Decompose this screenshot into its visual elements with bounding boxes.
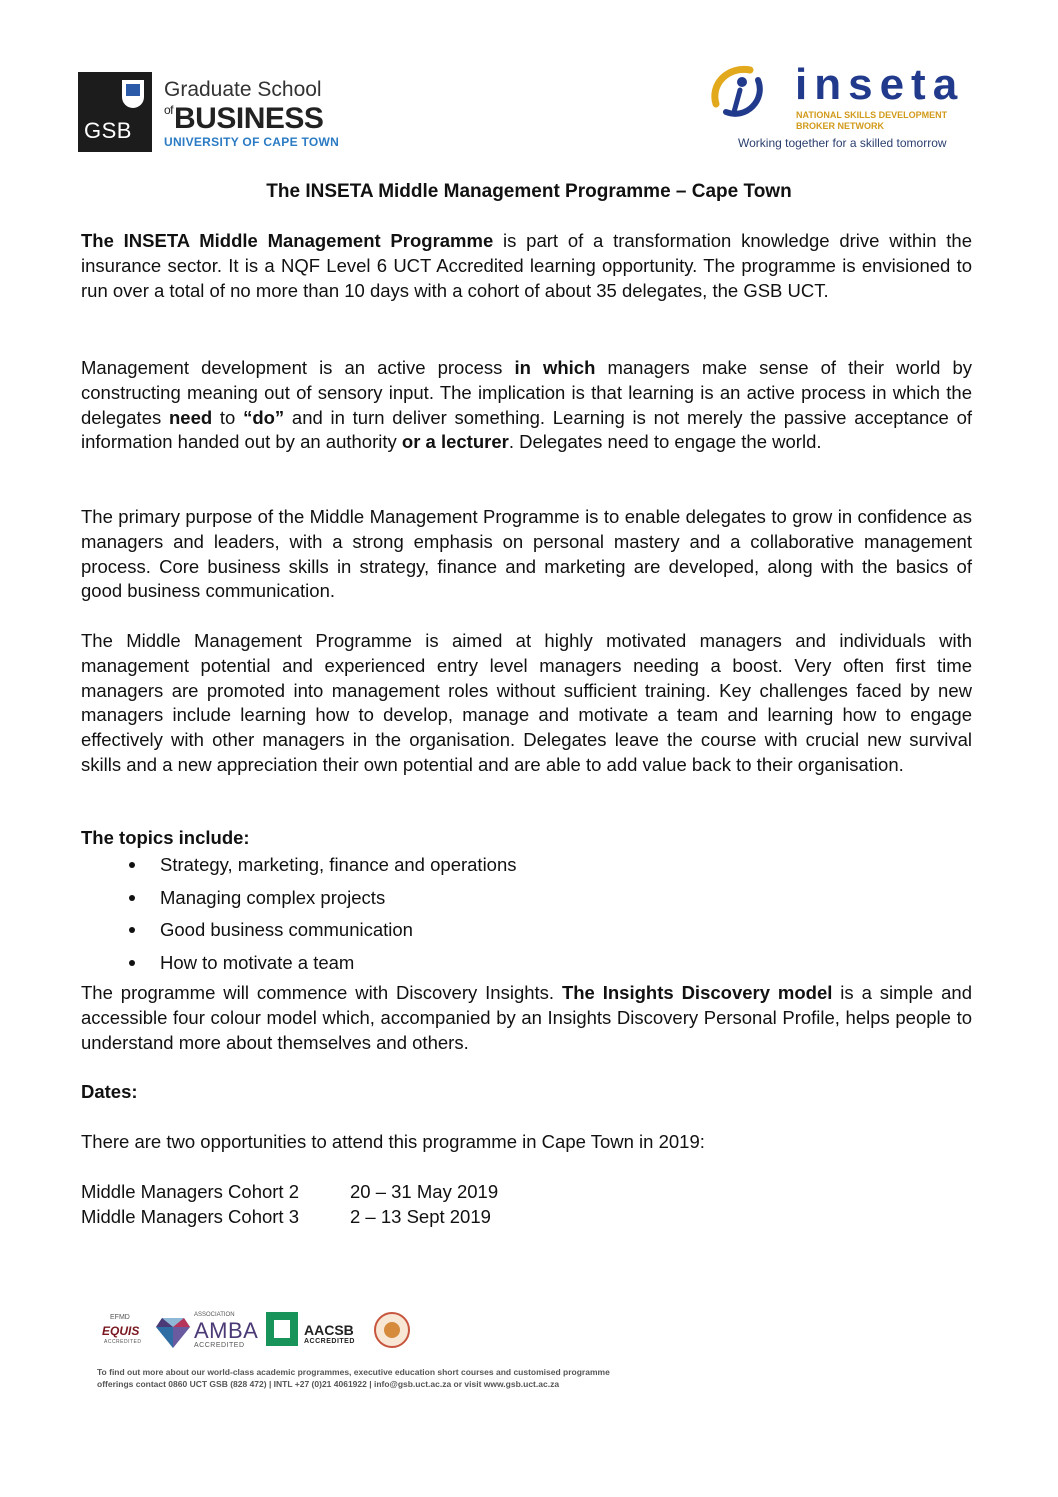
dates-row	[81, 1205, 498, 1230]
p2-text-5: . Delegates need to engage the world.	[508, 431, 822, 453]
insights-text-1: The programme will commence with Discovery Insights.	[81, 982, 562, 1003]
paragraph-audience: The Middle Management Programme is aimed at highly motivated managers and individuals with management potential and experienced entry level managers needing a boost. Very often first time managers are promoted into management roles without sufficient training. Key challenges faced by new managers include learning how to develop, manage and motivate a team and learning how to engage effectively with other managers in the organisation. Delegates leave the course with crucial new survival skills and a new appreciation their own potential and are able to add value back to their organisation.	[81, 630, 972, 775]
gsb-logo-line3: UNIVERSITY OF CAPE TOWN	[164, 135, 340, 149]
gsb-logo-of: of	[164, 103, 174, 117]
gsb-logo	[78, 72, 368, 154]
aacsb-name: AACSB	[304, 1322, 354, 1338]
dates-date: 2 – 13 Sept 2019	[350, 1205, 491, 1227]
p2-text-4: and in turn deliver something. Learning is not merely the passive acceptance of information handed out by an authority	[81, 406, 972, 453]
p2-bold-2: need	[168, 406, 213, 428]
accreditation-logos	[96, 1308, 416, 1352]
paragraph-purpose: The primary purpose of the Middle Management Programme is to enable delegates to grow in confidence as managers and leaders, with a strong emphasis on personal mastery and a collaborative management process. Core business skills in strategy, finance and marketing are developed, along with the basics of good business communication.	[81, 506, 972, 602]
topics-list	[81, 852, 972, 982]
insights-bold: The Insights Discovery model	[561, 982, 833, 1003]
list-item: How to motivate a team	[81, 950, 972, 983]
document-title: The INSETA Middle Management Programme – Cape Town	[266, 181, 792, 202]
paragraph-intro-text: is part of a transformation knowledge drive within the insurance sector. It is a NQF Level 6 UCT Accredited learning opportunity. The programme is envisioned to run over a total of no more than 10 days with a cohort of about 35 delegates, the GSB UCT.	[81, 230, 972, 301]
amba-small-text: ASSOCIATION	[194, 1312, 235, 1318]
equis-name: EQUIS	[102, 1324, 140, 1338]
equis-tag: ACCREDITED	[104, 1339, 142, 1345]
p2-bold-4: or a lecturer	[401, 431, 509, 453]
list-item: Managing complex projects	[81, 885, 972, 918]
insights-text-2: is a simple and accessible four colour model which, accompanied by an Insights Discovery Personal Profile, helps people to understand more about themselves and others.	[81, 982, 972, 1053]
uct-crest-icon	[122, 80, 144, 108]
aacsb-tag: ACCREDITED	[304, 1338, 355, 1345]
paragraph-intro	[81, 229, 972, 303]
inseta-logo	[700, 38, 975, 158]
equis-logo	[96, 1314, 148, 1350]
p2-text-3: to	[212, 406, 244, 428]
accreditation-seal-icon	[374, 1312, 410, 1348]
dates-cohort: Middle Managers Cohort 2	[81, 1181, 299, 1202]
inseta-logo-subtitle: NATIONAL SKILLS DEVELOPMENT BROKER NETWORK	[796, 110, 948, 131]
gsb-logo-business: BUSINESS	[174, 102, 324, 135]
inseta-mark-icon	[706, 60, 772, 126]
gsb-logo-line1: Graduate School	[164, 78, 322, 101]
paragraph-intro-bold: The INSETA Middle Management Programme	[81, 230, 494, 251]
dates-row	[81, 1180, 498, 1205]
footer-contact-text: To find out more about our world-class academic programmes, executive education short courses and customised programme offerings contact 0860 UCT GSB (828 472) | INTL +27 (0)21 4061922 | info@gsb.uct.ac.za or visit www.gsb.uct.ac.za	[97, 1367, 610, 1389]
p2-bold-3: “do”	[243, 406, 285, 428]
dates-date: 20 – 31 May 2019	[350, 1181, 499, 1202]
aacsb-mark-icon	[266, 1312, 298, 1346]
p2-text-2: managers make sense of their world by constructing meaning out of sensory input. The implication is that learning is an active process in which the delegates	[81, 357, 973, 428]
gsb-logo-box	[78, 72, 152, 152]
p2-text-1: Management development is an active process	[81, 357, 515, 378]
inseta-logo-name: inseta	[795, 60, 965, 109]
dates-cohort: Middle Managers Cohort 3	[81, 1205, 299, 1227]
amba-logo	[156, 1312, 259, 1350]
topics-heading: The topics include:	[81, 827, 250, 848]
inseta-logo-tagline: Working together for a skilled tomorrow	[738, 136, 947, 150]
amba-name: AMBA	[194, 1318, 259, 1343]
gsb-logo-text: GSB	[84, 118, 132, 143]
list-item: Good business communication	[81, 917, 972, 950]
dates-heading: Dates:	[81, 1081, 138, 1102]
dates-intro: There are two opportunities to attend this programme in Cape Town in 2019:	[81, 1131, 705, 1152]
equis-small-text: EFMD	[110, 1314, 130, 1321]
gsb-logo-line2	[164, 102, 323, 136]
p2-bold-1: in which	[514, 357, 596, 378]
amba-tag: ACCREDITED	[194, 1342, 245, 1349]
list-item: Strategy, marketing, finance and operations	[81, 852, 972, 885]
dates-table	[81, 1180, 498, 1229]
paragraph-management-development	[81, 356, 972, 455]
amba-gem-icon	[156, 1318, 190, 1348]
paragraph-insights	[81, 981, 972, 1055]
